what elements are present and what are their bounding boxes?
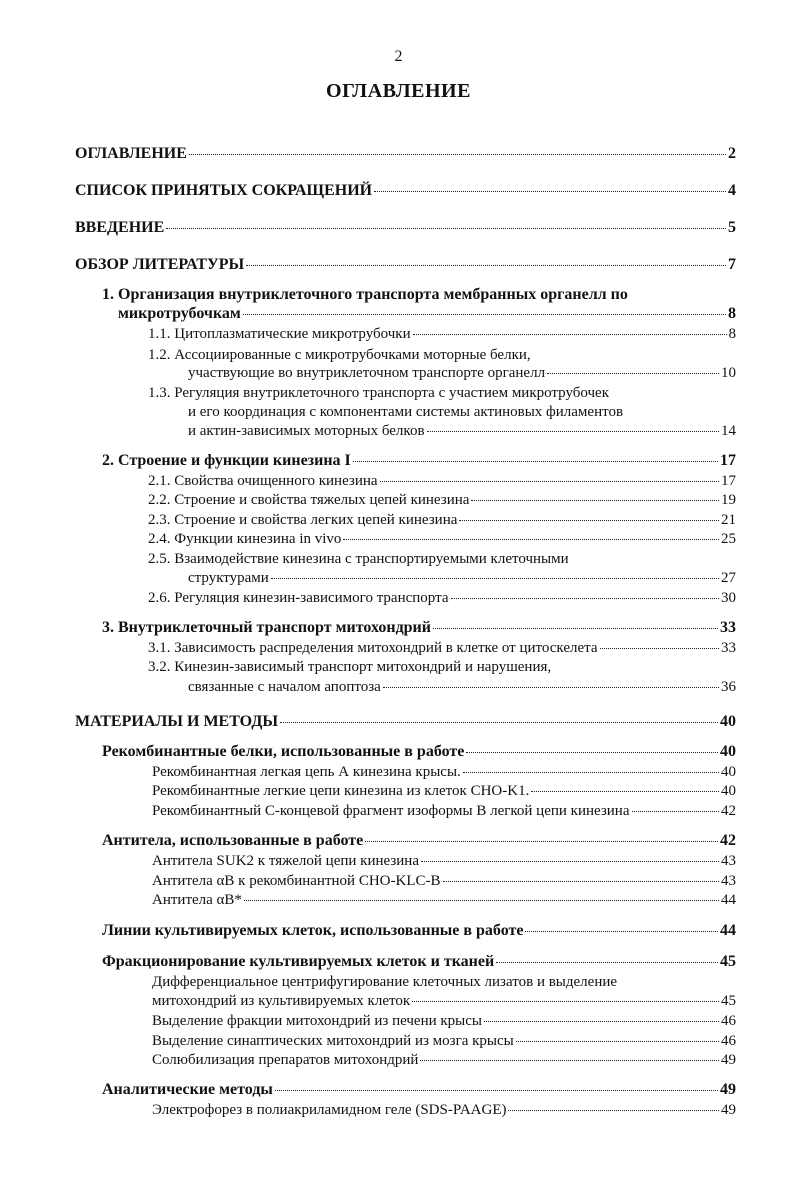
toc-entry[interactable]: Рекомбинантные белки, использованные в работе 40 bbox=[102, 743, 736, 760]
toc-entry[interactable]: 2.3. Строение и свойства легких цепей кинезина 21 bbox=[148, 512, 736, 528]
toc-entry-line: 1.2. Ассоциированные с микротрубочками моторные белки, bbox=[148, 347, 531, 363]
toc-entry-line: и его координация с компонентами системы актиновых филаментов bbox=[188, 404, 624, 420]
toc-entry-line: 1.3. Регуляция внутриклеточного транспорта с участием микротрубочек bbox=[148, 385, 610, 401]
page-title: ОГЛАВЛЕНИЕ bbox=[326, 80, 471, 102]
toc-entry[interactable]: Рекомбинантный С-концевой фрагмент изоформы В легкой цепи кинезина 42 bbox=[152, 803, 736, 819]
page-number: 2 bbox=[394, 48, 403, 65]
toc-entry[interactable]: МАТЕРИАЛЫ И МЕТОДЫ 40 bbox=[75, 713, 736, 730]
toc-entry-line: Дифференциальное центрифугирование клеточных лизатов и выделение bbox=[152, 974, 618, 990]
toc-entry[interactable]: ВВЕДЕНИЕ 5 bbox=[75, 219, 736, 236]
toc-entry[interactable]: 2.2. Строение и свойства тяжелых цепей кинезина 19 bbox=[148, 492, 736, 508]
toc-entry[interactable]: 2.1. Свойства очищенного кинезина 17 bbox=[148, 473, 736, 489]
toc-entry[interactable]: 3. Внутриклеточный транспорт митохондрий 33 bbox=[102, 619, 736, 636]
toc-entry[interactable]: ОГЛАВЛЕНИЕ 2 bbox=[75, 145, 736, 162]
toc-entry[interactable]: Рекомбинантная легкая цепь А кинезина крысы. 40 bbox=[152, 764, 736, 780]
toc-entry[interactable]: структурами 27 bbox=[188, 570, 736, 586]
toc-entry-line: 3.2. Кинезин-зависимый транспорт митохондрий и нарушения, bbox=[148, 659, 552, 675]
toc-entry[interactable]: Антитела, использованные в работе 42 bbox=[102, 832, 736, 849]
toc-entry[interactable]: 2.4. Функции кинезина in vivo 25 bbox=[148, 531, 736, 547]
toc-entry[interactable]: Линии культивируемых клеток, использованные в работе 44 bbox=[102, 922, 736, 939]
toc-entry[interactable]: Фракционирование культивируемых клеток и тканей 45 bbox=[102, 953, 736, 970]
toc-entry[interactable]: СПИСОК ПРИНЯТЫХ СОКРАЩЕНИЙ 4 bbox=[75, 182, 736, 199]
toc-entry-line: 1. Организация внутриклеточного транспорта мембранных органелл по bbox=[102, 286, 628, 303]
toc-entry[interactable]: 2.6. Регуляция кинезин-зависимого транспорта 30 bbox=[148, 590, 736, 606]
toc-entry[interactable]: 3.1. Зависимость распределения митохондрий в клетке от цитоскелета 33 bbox=[148, 640, 736, 656]
toc-entry[interactable]: митохондрий из культивируемых клеток 45 bbox=[152, 993, 736, 1009]
toc-entry[interactable]: 2. Строение и функции кинезина I 17 bbox=[102, 452, 736, 469]
toc-entry-line: 2.5. Взаимодействие кинезина с транспортируемыми клеточными bbox=[148, 551, 569, 567]
toc-entry[interactable]: и актин-зависимых моторных белков 14 bbox=[188, 423, 736, 439]
toc-entry[interactable]: Электрофорез в полиакриламидном геле (SDS-PAAGE) 49 bbox=[152, 1102, 736, 1118]
toc-entry[interactable]: 1.1. Цитоплазматические микротрубочки 8 bbox=[148, 326, 736, 342]
toc-entry[interactable]: ОБЗОР ЛИТЕРАТУРЫ 7 bbox=[75, 256, 736, 273]
toc-entry[interactable]: Антитела SUK2 к тяжелой цепи кинезина 43 bbox=[152, 853, 736, 869]
toc-entry[interactable]: Выделение фракции митохондрий из печени крысы 46 bbox=[152, 1013, 736, 1029]
toc-entry[interactable]: Антитела αB к рекомбинантной CHO-KLC-B 43 bbox=[152, 873, 736, 889]
toc-entry[interactable]: связанные с началом апоптоза 36 bbox=[188, 679, 736, 695]
toc-entry[interactable]: участвующие во внутриклеточном транспорте органелл 10 bbox=[188, 365, 736, 381]
toc-entry[interactable]: микротрубочкам 8 bbox=[118, 305, 736, 322]
toc-entry[interactable]: Выделение синаптических митохондрий из мозга крысы 46 bbox=[152, 1033, 736, 1049]
toc-entry[interactable]: Рекомбинантные легкие цепи кинезина из клеток CHO-K1. 40 bbox=[152, 783, 736, 799]
toc-entry[interactable]: Солюбилизация препаратов митохондрий 49 bbox=[152, 1052, 736, 1068]
toc-entry[interactable]: Антитела αB* 44 bbox=[152, 892, 736, 908]
toc-entry[interactable]: Аналитические методы 49 bbox=[102, 1081, 736, 1098]
